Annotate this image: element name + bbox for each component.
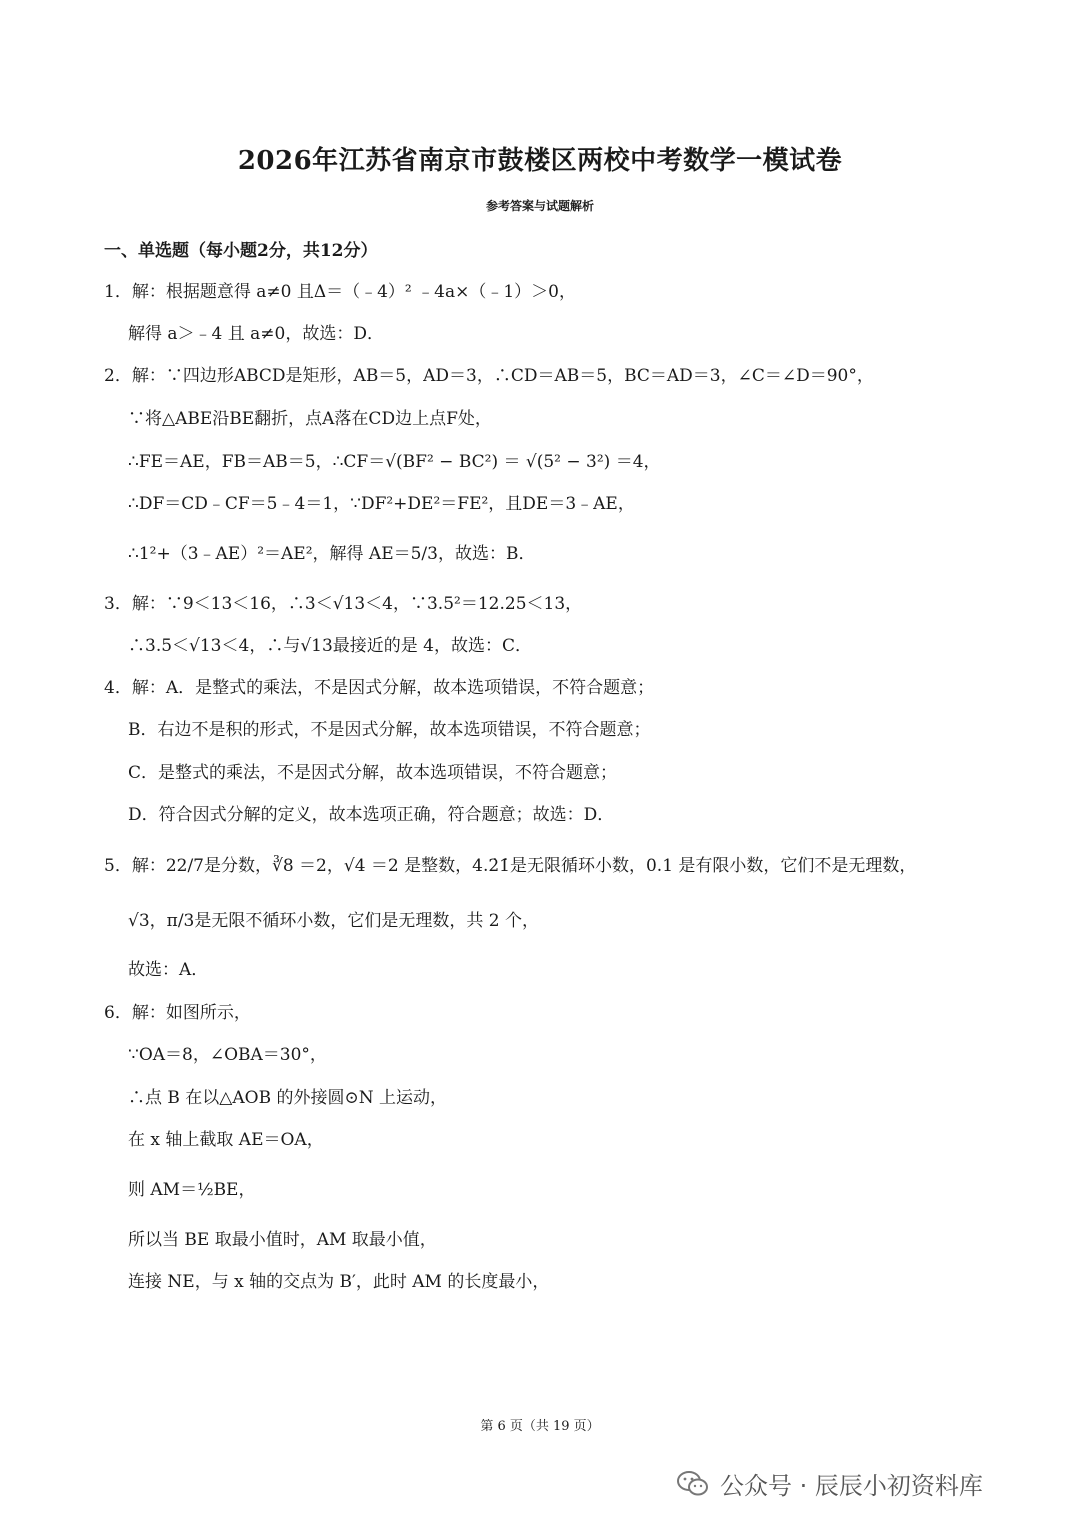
solution-line: ∴1²+（3﹣AE）²＝AE²，解得 AE＝5/3，故选：B． xyxy=(128,544,536,564)
solution-line: 1．解：根据题意得 a≠0 且Δ＝（﹣4）² ﹣4a×（﹣1）＞0， xyxy=(104,282,576,302)
solution-line: 2．解：∵四边形ABCD是矩形，AB＝5，AD＝3，∴CD＝AB＝5，BC＝AD＝3，∠C＝∠D＝90°， xyxy=(104,366,874,386)
solution-line: B．右边不是积的形式，不是因式分解，故本选项错误，不符合题意； xyxy=(128,720,651,740)
solution-line: 所以当 BE 取最小值时，AM 取最小值， xyxy=(128,1230,437,1250)
document-subtitle: 参考答案与试题解析 xyxy=(485,199,594,213)
document-title: 2026年江苏省南京市鼓楼区两校中考数学一模试卷 xyxy=(237,146,843,176)
solution-line: 故选：A． xyxy=(128,960,209,980)
solution-line: ∴DF＝CD﹣CF＝5﹣4＝1，∵DF²+DE²＝FE²，且DE＝3﹣AE， xyxy=(128,494,635,514)
section-heading: 一、单选题（每小题2分，共12分） xyxy=(104,241,378,261)
solution-line: ∵OA＝8，∠OBA＝30°， xyxy=(128,1045,327,1065)
solution-line: 4．解：A．是整式的乘法，不是因式分解，故本选项错误，不符合题意； xyxy=(104,678,655,698)
solution-line: 连接 NE，与 x 轴的交点为 B′，此时 AM 的长度最小， xyxy=(128,1272,550,1292)
solution-line: ∵将△ABE沿BE翻折，点A落在CD边上点F处， xyxy=(128,409,492,429)
solution-line: ∴3.5＜√13＜4，∴与√13最接近的是 4，故选：C． xyxy=(128,636,533,656)
solution-line: ∴FE＝AE，FB＝AB＝5，∴CF＝√(BF² − BC²) ＝ √(5² − 3²) ＝4， xyxy=(128,452,661,472)
solution-line: 则 AM＝½BE， xyxy=(128,1180,256,1200)
solution-line: C．是整式的乘法，不是因式分解，故本选项错误，不符合题意； xyxy=(128,763,618,783)
page-footer: 第 6 页（共 19 页） xyxy=(480,1419,600,1434)
solution-line: D．符合因式分解的定义，故本选项正确，符合题意；故选：D． xyxy=(128,805,615,825)
solution-line: 解得 a＞﹣4 且 a≠0，故选：D． xyxy=(128,324,384,344)
watermark-text: 公众号 · 辰辰小初资料库 xyxy=(720,1472,983,1500)
watermark xyxy=(676,1466,983,1501)
solution-line: 3．解：∵9＜13＜16，∴3＜√13＜4，∵3.5²＝12.25＜13， xyxy=(104,594,583,614)
solution-line: ∴点 B 在以△AOB 的外接圆⊙N 上运动， xyxy=(128,1088,448,1108)
wechat-icon xyxy=(676,1470,710,1498)
solution-line: √3，π/3是无限不循环小数，它们是无理数，共 2 个， xyxy=(128,911,539,931)
solution-line: 在 x 轴上截取 AE＝OA， xyxy=(128,1130,324,1150)
solution-line: 5．解：22/7是分数，∛8 ＝2，√4 ＝2 是整数，4.2̇1̇是无限循环小数，0.1 是有限小数，它们不是无理数， xyxy=(104,856,917,876)
solution-line: 6．解：如图所示， xyxy=(104,1003,251,1023)
